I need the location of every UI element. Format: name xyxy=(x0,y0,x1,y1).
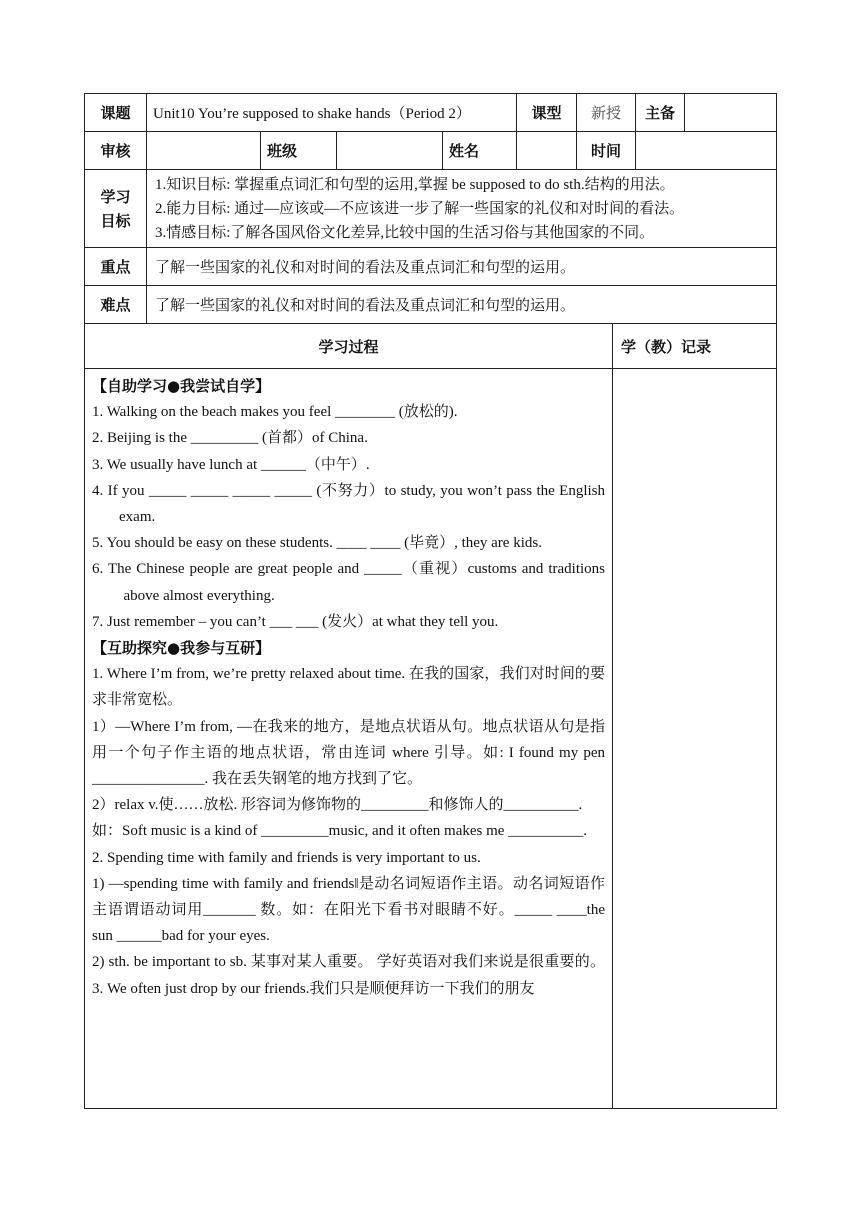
difficult-points-label: 难点 xyxy=(85,286,147,324)
exercise-item: 5. You should be easy on these students. ____ ____ (毕竟）, they are kids. xyxy=(92,535,542,552)
self-study-heading: 【自助学习●我尝试自学】 xyxy=(92,377,271,395)
lesson-type-value: 新授 xyxy=(577,94,636,132)
header-table xyxy=(84,93,777,324)
process-header-row xyxy=(85,324,777,369)
difficult-points-row xyxy=(85,286,777,324)
process-table xyxy=(84,324,777,1109)
exercise-item: 1. Walking on the beach makes you feel ________ (放松的). xyxy=(92,404,458,421)
process-content xyxy=(85,369,613,1109)
exercise-item: 6. The Chinese people are great people and _____（重视）customs and traditions above almost everything. xyxy=(92,561,605,604)
time-label: 时间 xyxy=(577,132,636,170)
preparer-value xyxy=(685,94,776,131)
explore-heading: 【互助探究●我参与互研】 xyxy=(92,639,271,658)
lesson-plan-sheet xyxy=(84,93,776,1109)
exercise-item: 7. Just remember – you can’t ___ ___ (发火）at what they tell you. xyxy=(92,613,499,630)
objectives-list xyxy=(147,170,777,248)
process-body-row xyxy=(85,369,777,1109)
student-name-value xyxy=(517,132,577,170)
objective-item: 1.知识目标: 掌握重点词汇和句型的运用,掌握 be supposed to do sth.结构的用法。 xyxy=(155,176,675,193)
key-points-row xyxy=(85,248,777,286)
explore-paragraph: 如：Soft music is a kind of _________music, and it often makes me __________. xyxy=(92,823,587,840)
explore-paragraph: 1. Where I’m from, we’re pretty relaxed about time. 在我的国家，我们对时间的要求非常宽松。 xyxy=(92,666,605,709)
process-title: 学习过程 xyxy=(85,324,613,369)
topic-label: 课题 xyxy=(85,94,147,132)
review-label: 审核 xyxy=(85,132,147,170)
lesson-type-label: 课型 xyxy=(517,94,577,132)
objective-item: 3.情感目标:了解各国风俗文化差异,比较中国的生活习俗与其他国家的不同。 xyxy=(155,224,655,241)
header-row-review xyxy=(85,132,777,170)
review-value xyxy=(147,132,261,170)
preparer-label: 主备 xyxy=(636,94,685,131)
time-value xyxy=(636,132,777,170)
objectives-row xyxy=(85,170,777,248)
notes-title: 学（教）记录 xyxy=(613,324,777,369)
notes-column xyxy=(613,369,777,1109)
student-name-label: 姓名 xyxy=(443,132,517,170)
class-label: 班级 xyxy=(261,132,337,170)
explore-paragraph: 2) sth. be important to sb. 某事对某人重要。 学好英语对我们来说是很重要的。3. We often just drop by our friends.我们只是顺便拜访一下我们的朋友 xyxy=(92,954,605,997)
objectives-label: 学习 目标 xyxy=(85,170,147,248)
explore-paragraph: 2. Spending time with family and friends is very important to us. xyxy=(92,849,481,866)
header-row-topic xyxy=(85,94,777,132)
exercise-item: 3. We usually have lunch at ______（中午）. xyxy=(92,456,370,473)
difficult-points-text: 了解一些国家的礼仪和对时间的看法及重点词汇和句型的运用。 xyxy=(147,286,777,324)
key-points-label: 重点 xyxy=(85,248,147,286)
topic-value: Unit10 You’re supposed to shake hands（Period 2） xyxy=(147,94,517,132)
class-value xyxy=(337,132,443,170)
exercise-item: 4. If you _____ _____ _____ _____ (不努力）to study, you won’t pass the English exam. xyxy=(92,482,605,526)
exercise-item: 2. Beijing is the _________ (首都）of China. xyxy=(92,430,368,447)
explore-paragraph: 1) —spending time with family and friends‖是动名词短语作主语。动名词短语作主语谓语动词用_______ 数。如：在阳光下看书对眼睛不好。_____ ____the sun ______bad for your eyes. xyxy=(92,875,605,945)
explore-paragraph: 1）—Where I’m from, —在我来的地方，是地点状语从句。地点状语从句是指用一个句子作主语的地点状语，常由连词 where 引导。如: I found my pen _______________. 我在丢失钢笔的地方找到了它。 xyxy=(92,718,605,788)
key-points-text: 了解一些国家的礼仪和对时间的看法及重点词汇和句型的运用。 xyxy=(147,248,777,286)
objective-item: 2.能力目标: 通过—应该或—不应该进一步了解一些国家的礼仪和对时间的看法。 xyxy=(155,200,685,217)
explore-paragraph: 2）relax v.使……放松. 形容词为修饰物的_________和修饰人的__________. xyxy=(92,797,583,814)
